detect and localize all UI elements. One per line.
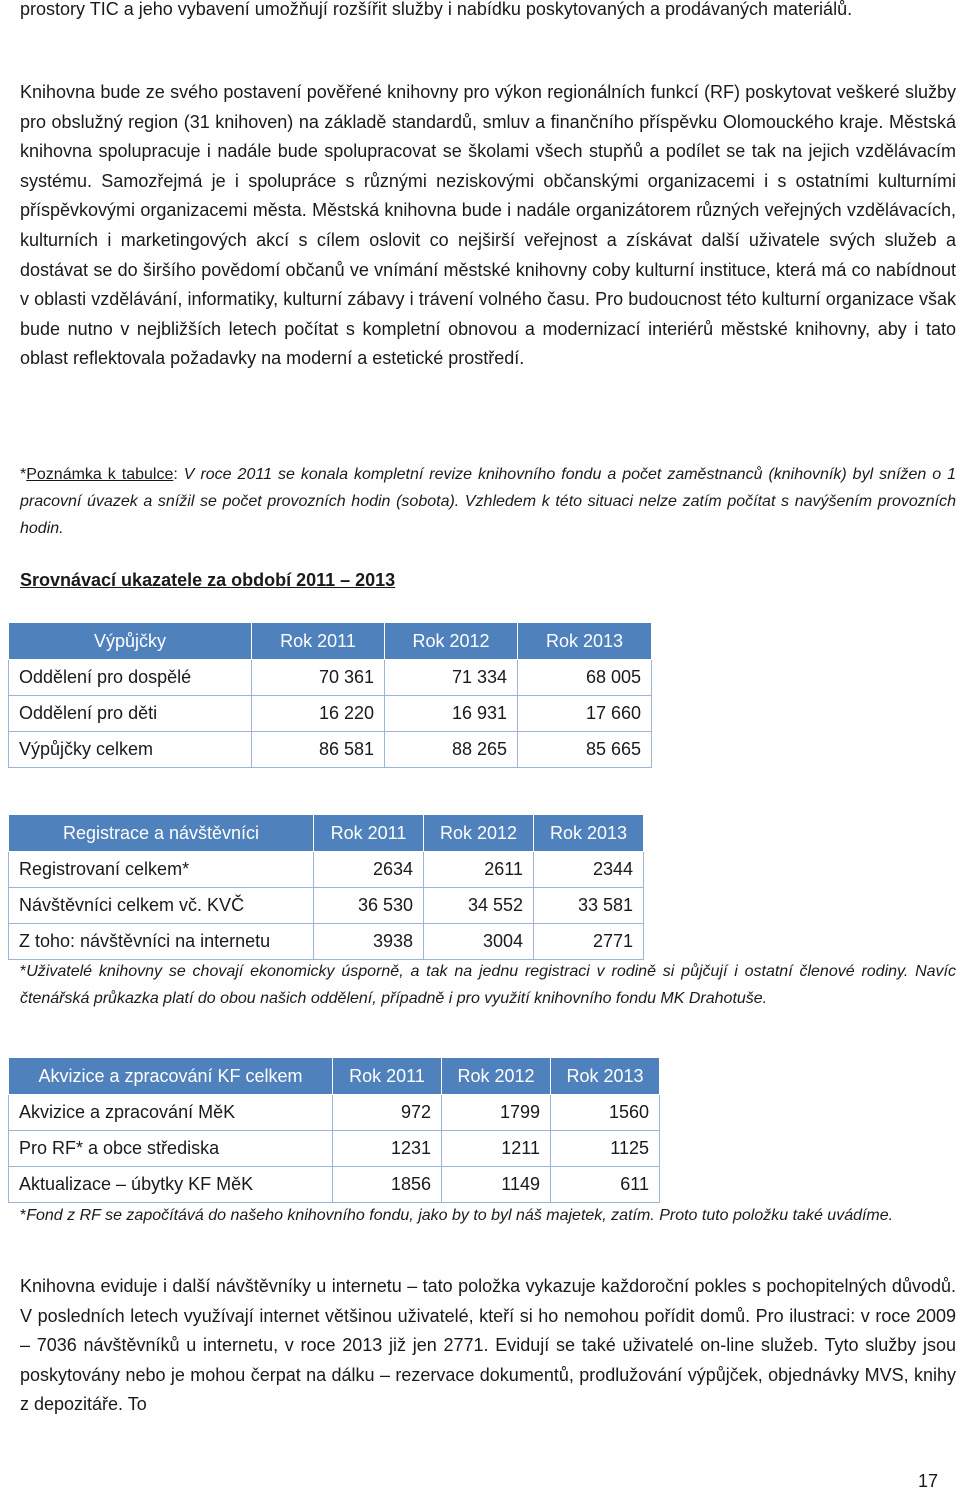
cell-2013: 68 005 — [518, 660, 652, 696]
note-asterisk: * — [20, 1207, 27, 1224]
cell-2013: 85 665 — [518, 732, 652, 768]
note-acquisitions — [20, 1202, 956, 1229]
cell-2012: 2611 — [424, 852, 534, 888]
cell-2011: 16 220 — [252, 696, 385, 732]
loans-header-label: Výpůjčky — [9, 623, 252, 660]
acquisitions-table — [8, 1057, 660, 1203]
table-row — [9, 1095, 660, 1131]
acquisitions-header-2012: Rok 2012 — [442, 1058, 551, 1095]
cell-2012: 71 334 — [385, 660, 518, 696]
loans-table-header-row — [9, 623, 652, 660]
registrations-table-header-row — [9, 815, 644, 852]
note-text: Uživatelé knihovny se chovají ekonomicky úsporně, a tak na jednu registraci v rodině si půjčují i ostatní členové rodiny. Navíc čtenářská průkazka platí do obou našich oddělení, případně i pro využití knihovního fondu MK Drahotuše. — [20, 963, 956, 1007]
cell-2011: 3938 — [314, 924, 424, 960]
registrations-header-label: Registrace a návštěvníci — [9, 815, 314, 852]
cell-2013: 2344 — [534, 852, 644, 888]
cell-2011: 1856 — [333, 1167, 442, 1203]
acquisitions-header-2013: Rok 2013 — [551, 1058, 660, 1095]
note-colon: : — [173, 466, 178, 483]
table-row — [9, 1131, 660, 1167]
cell-2011: 36 530 — [314, 888, 424, 924]
row-label: Registrovaní celkem* — [9, 852, 314, 888]
row-label: Návštěvníci celkem vč. KVČ — [9, 888, 314, 924]
table-row — [9, 852, 644, 888]
cell-2012: 34 552 — [424, 888, 534, 924]
row-label: Pro RF* a obce střediska — [9, 1131, 333, 1167]
note-text: V roce 2011 se konala kompletní revize knihovního fondu a počet zaměstnanců (knihovník) byl snížen o 1 pracovní úvazek a snížil se počet provozních hodin (sobota). Vzhledem k této situaci nelze zatím počítat s navýšením provozních hodin. — [20, 466, 956, 537]
row-label: Oddělení pro děti — [9, 696, 252, 732]
paragraph-tic: prostory TIC a jeho vybavení umožňují rozšířit služby i nabídku poskytovaných a prodávaných materiálů. — [20, 0, 853, 19]
table-row — [9, 1167, 660, 1203]
section-heading: Srovnávací ukazatele za období 2011 – 2013 — [20, 570, 396, 590]
table-row — [9, 732, 652, 768]
cell-2013: 611 — [551, 1167, 660, 1203]
table-row — [9, 696, 652, 732]
registrations-header-2011: Rok 2011 — [314, 815, 424, 852]
cell-2012: 88 265 — [385, 732, 518, 768]
row-label: Akvizice a zpracování MěK — [9, 1095, 333, 1131]
note-registrations — [20, 958, 956, 1012]
row-label: Oddělení pro dospělé — [9, 660, 252, 696]
cell-2011: 86 581 — [252, 732, 385, 768]
cell-2013: 1560 — [551, 1095, 660, 1131]
registrations-header-2013: Rok 2013 — [534, 815, 644, 852]
note-asterisk: * — [20, 963, 27, 980]
page-number: 17 — [917, 1471, 938, 1491]
cell-2012: 16 931 — [385, 696, 518, 732]
cell-2012: 1211 — [442, 1131, 551, 1167]
acquisitions-header-label: Akvizice a zpracování KF celkem — [9, 1058, 333, 1095]
cell-2011: 972 — [333, 1095, 442, 1131]
loans-table — [8, 622, 652, 768]
paragraph-internet-visitors: Knihovna eviduje i další návštěvníky u internetu – tato položka vykazuje každoroční pokles s pochopitelných důvodů. V posledních letech využívají internet většinou uživatelé, kteří si ho nemohou pořídit domů. Pro ilustraci: v roce 2009 – 7036 návštěvníků u internetu, v roce 2013 již jen 2771. Evidují se také uživatelé on-line služeb. Tyto služby jsou poskytovány nebo je mohou čerpat na dálku – rezervace dokumentů, prodlužování výpůjček, objednávky MVS, knihy z depozitáře. To — [20, 1276, 956, 1415]
registrations-table — [8, 814, 644, 960]
cell-2012: 1799 — [442, 1095, 551, 1131]
acquisitions-header-2011: Rok 2011 — [333, 1058, 442, 1095]
cell-2011: 2634 — [314, 852, 424, 888]
table-row — [9, 660, 652, 696]
loans-header-2012: Rok 2012 — [385, 623, 518, 660]
cell-2013: 17 660 — [518, 696, 652, 732]
cell-2011: 1231 — [333, 1131, 442, 1167]
table-row — [9, 924, 644, 960]
note-table-remark — [20, 461, 956, 542]
cell-2013: 1125 — [551, 1131, 660, 1167]
loans-header-2011: Rok 2011 — [252, 623, 385, 660]
cell-2012: 1149 — [442, 1167, 551, 1203]
acquisitions-table-header-row — [9, 1058, 660, 1095]
row-label: Výpůjčky celkem — [9, 732, 252, 768]
paragraph-regional-functions: Knihovna bude ze svého postavení pověřené knihovny pro výkon regionálních funkcí (RF) poskytovat veškeré služby pro obslužný region (31 knihoven) na základě standardů, smluv a finančního příspěvku Olomouckého kraje. Městská knihovna spolupracuje i nadále bude spolupracovat se školami všech stupňů a podílet se tak na jejich vzdělávacím systému. Samozřejmá je i spolupráce s různými neziskovými občanskými organizacemi i s ostatními kulturními příspěvkovými organizacemi města. Městská knihovna bude i nadále organizátorem různých veřejných vzdělávacích, kulturních i marketingových akcí s cílem oslovit co nejširší veřejnost a získávat další uživatele svých služeb a dostávat se do širšího povědomí občanů ve vnímání městské knihovny coby kulturní instituce, která má co nabídnout v oblasti vzdělávání, informatiky, kulturní zábavy i trávení volného času. Pro budoucnost této kulturní organizace však bude nutno v nejbližších letech počítat s kompletní obnovou a modernizací interiérů městské knihovny, aby i tato oblast reflektovala požadavky na moderní a estetické prostředí. — [20, 82, 956, 369]
cell-2012: 3004 — [424, 924, 534, 960]
cell-2011: 70 361 — [252, 660, 385, 696]
row-label: Aktualizace – úbytky KF MěK — [9, 1167, 333, 1203]
cell-2013: 2771 — [534, 924, 644, 960]
note-asterisk: * — [20, 466, 27, 483]
table-row — [9, 888, 644, 924]
loans-header-2013: Rok 2013 — [518, 623, 652, 660]
note-text: Fond z RF se započítává do našeho knihovního fondu, jako by to byl náš majetek, zatím. Proto tuto položku také uvádíme. — [26, 1207, 894, 1224]
cell-2013: 33 581 — [534, 888, 644, 924]
registrations-header-2012: Rok 2012 — [424, 815, 534, 852]
note-label: Poznámka k tabulce — [26, 466, 174, 483]
row-label: Z toho: návštěvníci na internetu — [9, 924, 314, 960]
